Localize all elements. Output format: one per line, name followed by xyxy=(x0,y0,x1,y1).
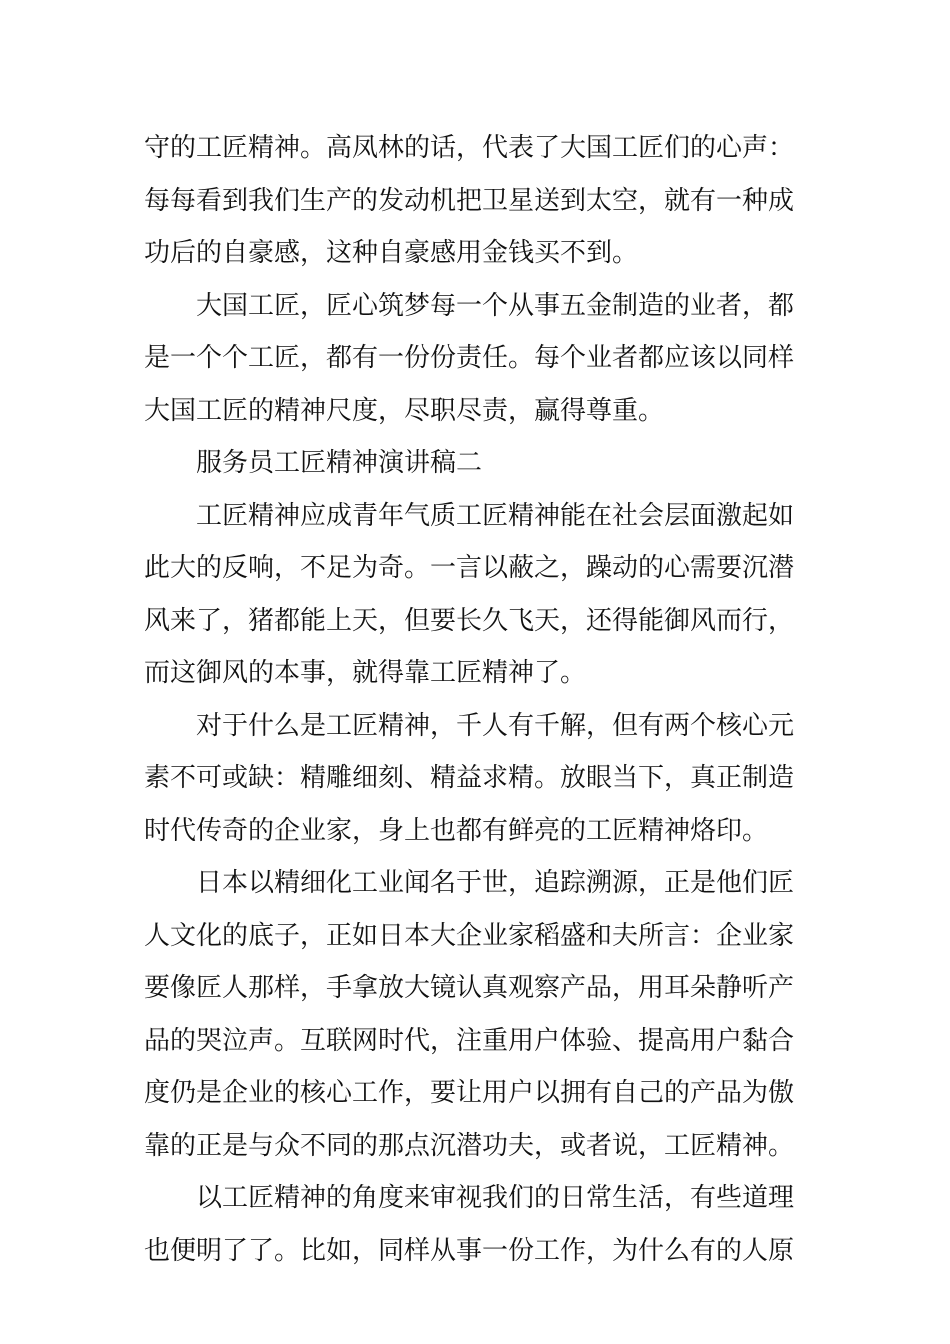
text-line: 对于什么是工匠精神，千人有千解，但有两个核心元 xyxy=(196,710,795,741)
text-line: 风来了，猪都能上天，但要长久飞天，还得能御风而行， xyxy=(144,605,795,636)
text-line: 每每看到我们生产的发动机把卫星送到太空，就有一种成 xyxy=(144,185,795,216)
text-line: 要像匠人那样，手拿放大镜认真观察产品，用耳朵静听产 xyxy=(144,973,795,1003)
text-line: 以工匠精神的角度来审视我们的日常生活，有些道理 xyxy=(196,1183,795,1213)
text-line: 工匠精神应成青年气质工匠精神能在社会层面激起如 xyxy=(196,500,795,531)
text-line: 素不可或缺：精雕细刻、精益求精。放眼当下，真正制造 xyxy=(144,763,795,793)
body-text xyxy=(144,122,814,1277)
text-line: 人文化的底子，正如日本大企业家稻盛和夫所言：企业家 xyxy=(144,920,795,951)
text-line: 品的哭泣声。互联网时代，注重用户体验、提高用户黏合 xyxy=(144,1025,795,1056)
text-line: 而这御风的本事，就得靠工匠精神了。 xyxy=(144,658,587,688)
text-line: 服务员工匠精神演讲稿二 xyxy=(196,448,483,478)
text-line: 度仍是企业的核心工作，要让用户以拥有自己的产品为傲 xyxy=(144,1078,795,1108)
text-line: 时代传奇的企业家，身上也都有鲜亮的工匠精神烙印。 xyxy=(144,815,769,846)
text-line: 此大的反响，不足为奇。一言以蔽之，躁动的心需要沉潜 xyxy=(144,553,795,583)
text-line: 大国工匠，匠心筑梦每一个从事五金制造的业者，都 xyxy=(196,290,795,321)
text-line: 功后的自豪感，这种自豪感用金钱买不到。 xyxy=(144,238,639,268)
text-line: 日本以精细化工业闻名于世，追踪溯源，正是他们匠 xyxy=(196,868,795,898)
text-line: 守的工匠精神。高凤林的话，代表了大国工匠们的心声： xyxy=(144,133,795,163)
text-line: 大国工匠的精神尺度，尽职尽责，赢得尊重。 xyxy=(144,395,665,426)
text-line: 靠的正是与众不同的那点沉潜功夫，或者说，工匠精神。 xyxy=(144,1130,795,1161)
text-line: 也便明了了。比如，同样从事一份工作，为什么有的人原 xyxy=(144,1235,795,1266)
text-line: 是一个个工匠，都有一份份责任。每个业者都应该以同样 xyxy=(144,343,795,373)
